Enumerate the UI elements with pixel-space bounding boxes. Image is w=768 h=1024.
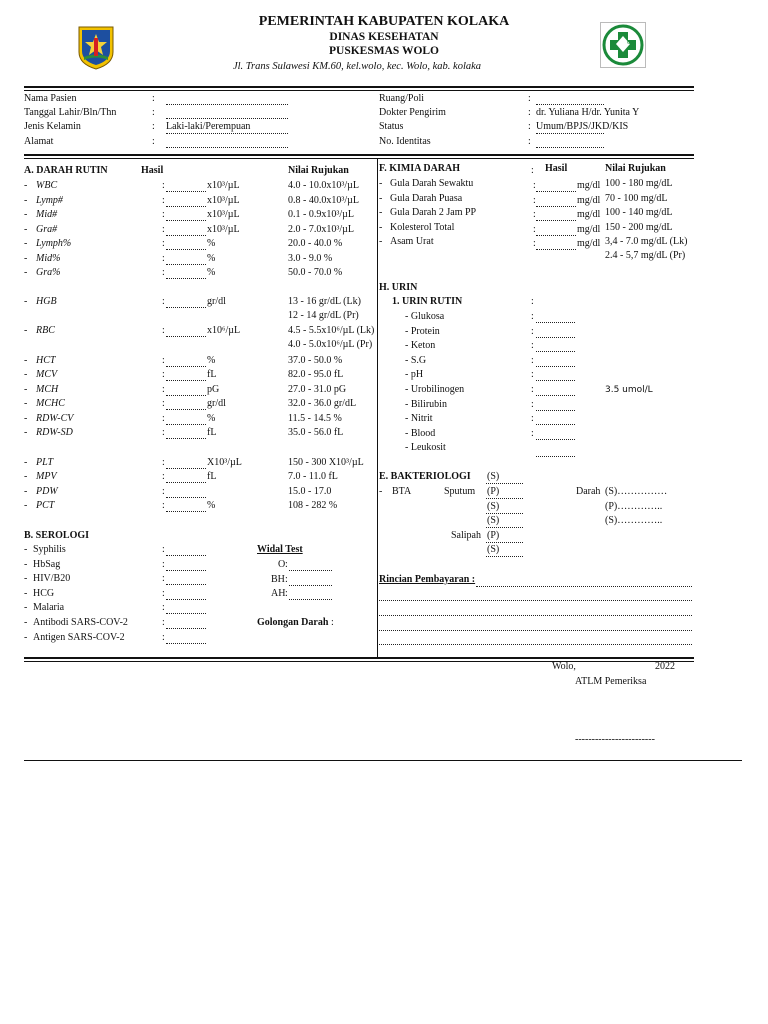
- serologi-row-result[interactable]: [166, 555, 206, 556]
- darah-row-ref2: 12 - 14 gr/dL (Pr): [288, 310, 359, 321]
- serologi-row-colon: :: [162, 602, 165, 614]
- darah-row-unit: %: [207, 355, 216, 366]
- dokter-colon: :: [528, 107, 531, 118]
- urin-row-colon: :: [531, 413, 534, 425]
- darah-row-ref: 11.5 - 14.5 %: [288, 413, 342, 424]
- kimia-row-unit: mg/dl: [577, 194, 601, 206]
- widal-title: Widal Test: [257, 544, 303, 555]
- asam-urat-ref2: 2.4 - 5,7 mg/dL (Pr): [605, 250, 686, 261]
- header-rule-thin: [24, 90, 694, 91]
- darah-row-name: PLT: [36, 457, 54, 468]
- darah-row-unit: %: [207, 238, 216, 249]
- golongan-label: Golongan Darah: [257, 617, 329, 628]
- kimia-row-result[interactable]: [536, 220, 576, 221]
- darah-row-colon: :: [162, 398, 165, 409]
- darah-title: A. DARAH RUTIN: [24, 165, 108, 176]
- bakteri-p2: (P): [487, 530, 500, 541]
- golongan-colon: :: [331, 617, 334, 628]
- widal-ah-label: AH: [271, 588, 286, 599]
- serologi-row-name: HCG: [33, 587, 55, 599]
- bakteri-title: E. BAKTERIOLOGI: [379, 471, 471, 482]
- darah-hasil-header: Hasil: [141, 165, 164, 176]
- urin-row-colon: :: [531, 398, 534, 410]
- bottom-rule-thin: [24, 661, 694, 662]
- darah-row-result[interactable]: [166, 206, 206, 207]
- darah-row-result[interactable]: [166, 438, 206, 439]
- dokter-value: dr. Yuliana H/dr. Yunita Y: [536, 107, 640, 118]
- jk-value: Laki-laki/Perempuan: [166, 121, 251, 132]
- urobilinogen-ref: 3.5 umol/L: [605, 385, 653, 395]
- darah-row-colon: :: [162, 413, 165, 424]
- darah-row-result[interactable]: [166, 336, 206, 337]
- darah-row-result[interactable]: [166, 191, 206, 192]
- urin-row-result[interactable]: [536, 456, 575, 457]
- darah-row-colon: :: [162, 267, 165, 278]
- darah-row-ref: 7.0 - 11.0 fL: [288, 471, 338, 482]
- kimia-title-colon: :: [531, 165, 534, 176]
- darah-row-name: Mid%: [36, 253, 61, 264]
- widal-ah-colon: :: [285, 588, 288, 599]
- status-value: Umum/BPJS/JKD/KIS: [536, 121, 629, 132]
- kimia-row-colon: :: [533, 209, 536, 220]
- info-rule-thin: [24, 158, 694, 159]
- urin-row-colon: :: [531, 354, 534, 366]
- darah-row-ref: 15.0 - 17.0: [288, 486, 332, 497]
- darah-row-result[interactable]: [166, 307, 206, 308]
- darah-row-ref: 37.0 - 50.0 %: [288, 355, 343, 366]
- status-label: Status: [379, 121, 404, 132]
- darah-row-unit: x10³/µL: [207, 209, 240, 220]
- darah-row-ref: 13 - 16 gr/dL (Lk): [288, 296, 361, 307]
- darah-row-colon: :: [162, 471, 165, 482]
- urin-row-result[interactable]: [536, 410, 575, 411]
- urin-row-result[interactable]: [536, 337, 575, 338]
- urin-row-name: - Glukosa: [405, 311, 445, 322]
- darah-row-colon: :: [162, 457, 165, 468]
- nama-colon: :: [152, 93, 155, 104]
- darah-row-dash: -: [24, 427, 28, 438]
- darah-row-unit: gr/dl: [207, 398, 226, 409]
- darah-row-name: Lymp#: [36, 195, 63, 206]
- darah-row-colon: :: [162, 238, 165, 249]
- column-divider: [377, 159, 378, 658]
- payment-line-5[interactable]: [379, 644, 692, 645]
- darah-row-unit: fL: [207, 369, 217, 380]
- widal-bh-label: BH: [271, 574, 285, 585]
- alamat-field[interactable]: [166, 147, 288, 148]
- serologi-row-colon: :: [162, 587, 165, 599]
- serologi-row-colon: :: [162, 631, 165, 643]
- kimia-row-name: Gula Darah Puasa: [390, 192, 463, 204]
- serologi-row-dash: -: [24, 631, 28, 643]
- darah-row-ref: 0.8 - 40.0x10³/µL: [288, 195, 359, 206]
- bakteri-s3-line[interactable]: [486, 527, 523, 528]
- header-rule-thick: [24, 86, 694, 88]
- urin-row-result[interactable]: [536, 366, 575, 367]
- kimia-row-result[interactable]: [536, 206, 576, 207]
- darah-row-dash: -: [24, 413, 28, 424]
- darah-row-name: MCV: [36, 369, 58, 380]
- kimia-row-name: Gula Darah 2 Jam PP: [390, 207, 477, 218]
- urin-row-colon: :: [531, 325, 534, 337]
- darah-row-name: HCT: [36, 355, 56, 366]
- bakteri-s4-line[interactable]: [486, 556, 523, 557]
- status-underline: [536, 133, 604, 134]
- widal-bh-field[interactable]: [289, 585, 332, 586]
- darah-row-name: MCH: [36, 384, 59, 395]
- identitas-field[interactable]: [536, 147, 604, 148]
- ruang-field[interactable]: [536, 104, 604, 105]
- serologi-row-dash: -: [24, 558, 28, 570]
- darah-row-result[interactable]: [166, 220, 206, 221]
- bta-label: BTA: [392, 486, 412, 497]
- darah-row-result[interactable]: [166, 395, 206, 396]
- kimia-title: F. KIMIA DARAH: [379, 163, 461, 174]
- urin-row-colon: :: [531, 311, 534, 322]
- serologi-title: B. SEROLOGI: [24, 530, 90, 541]
- urin-row-colon: :: [531, 369, 534, 381]
- darah-row-name: MCHC: [36, 398, 65, 409]
- darah-row-ref: 27.0 - 31.0 pG: [288, 384, 347, 395]
- darah-row-ref: 20.0 - 40.0 %: [288, 238, 343, 249]
- payment-title: Rincian Pembayaran :: [379, 574, 476, 585]
- info-rule-thick: [24, 154, 694, 156]
- kimia-row-unit: mg/dl: [577, 223, 601, 235]
- payment-line-1[interactable]: [476, 586, 692, 587]
- urin-row-name: - Urobilinogen: [405, 384, 465, 395]
- header-line3: PUSKESMAS WOLO: [328, 45, 440, 57]
- kimia-row-result[interactable]: [536, 249, 576, 250]
- darah-row-name: Mid#: [36, 209, 58, 220]
- urin-row-name: - Leukosit: [405, 442, 446, 454]
- darah-row-unit: fL: [207, 427, 217, 438]
- kimia-row-dash: -: [379, 207, 383, 218]
- serologi-row-name: Malaria: [33, 602, 65, 614]
- urin-row-colon: :: [531, 384, 534, 395]
- darah-row-ref: 82.0 - 95.0 fL: [288, 369, 344, 380]
- ttl-field[interactable]: [166, 118, 288, 119]
- darah-row-dash: -: [24, 224, 28, 235]
- jk-colon: :: [152, 121, 155, 132]
- serologi-row-dash: -: [24, 573, 28, 585]
- urin-sub: 1. URIN RUTIN: [392, 296, 463, 307]
- serologi-row-name: HIV/B20: [33, 573, 71, 585]
- serologi-row-dash: -: [24, 602, 28, 614]
- darah-row-colon: :: [162, 195, 165, 206]
- identitas-label: No. Identitas: [379, 136, 431, 147]
- serologi-row-result[interactable]: [166, 643, 206, 644]
- darah-row-colon: :: [162, 209, 165, 220]
- kimia-row-dash: -: [379, 192, 383, 204]
- kimia-row-result[interactable]: [536, 191, 576, 192]
- darah-row-name: Gra%: [36, 267, 61, 278]
- ttl-colon: :: [152, 107, 155, 118]
- darah-row-colon: :: [162, 180, 165, 191]
- darah-row-result[interactable]: [166, 482, 206, 483]
- serologi-row-colon: :: [162, 544, 165, 555]
- darah-row-ref: 150 - 300 X10³/µL: [288, 457, 364, 468]
- kimia-hasil-header: Hasil: [545, 163, 568, 174]
- darah-row-colon: :: [162, 296, 165, 307]
- nama-label: Nama Pasien: [24, 93, 77, 104]
- widal-bh-colon: :: [285, 574, 288, 585]
- header-address: Jl. Trans Sulawesi KM.60, kel.wolo, kec. Wolo, kab. kolaka: [232, 61, 482, 72]
- dokter-label: Dokter Pengirim: [379, 107, 446, 118]
- kimia-nilai-header: Nilai Rujukan: [605, 163, 666, 174]
- kimia-row-ref: 100 - 140 mg/dL: [605, 207, 673, 218]
- darah-row-dash: -: [24, 471, 28, 482]
- urin-row-name: - Nitrit: [405, 413, 433, 425]
- ruang-label: Ruang/Poli: [379, 93, 425, 104]
- darah-row-dash: -: [24, 486, 28, 497]
- darah-row-name: PCT: [36, 500, 55, 511]
- darah-row-ref: 3.0 - 9.0 %: [288, 253, 333, 264]
- bakteri-s2: (S): [487, 501, 500, 512]
- darah-row-ref: 35.0 - 56.0 fL: [288, 427, 344, 438]
- darah-row-dash: -: [24, 325, 28, 336]
- jk-underline: [166, 133, 288, 134]
- kimia-row-unit: mg/dl: [577, 238, 601, 249]
- darah-row-unit: X10³/µL: [207, 457, 242, 468]
- serologi-row-result[interactable]: [166, 599, 206, 600]
- bakteri-s1-line[interactable]: [486, 483, 523, 484]
- ruang-colon: :: [528, 93, 531, 104]
- darah-row-dash: -: [24, 369, 28, 380]
- darah-row-colon: :: [162, 325, 165, 336]
- darah-row-result[interactable]: [166, 468, 206, 469]
- serologi-row-result[interactable]: [166, 613, 206, 614]
- darah-row-result[interactable]: [166, 366, 206, 367]
- widal-o-colon: :: [285, 559, 288, 570]
- darah-row-colon: :: [162, 369, 165, 380]
- darah-row-ref: 4.0 - 10.0x10³/µL: [288, 180, 359, 191]
- darah-row-dash: -: [24, 238, 28, 249]
- payment-line-4[interactable]: [379, 630, 692, 631]
- widal-o-label: O: [278, 559, 286, 570]
- alamat-colon: :: [152, 136, 155, 147]
- darah-row-ref: 2.0 - 7.0x10³/µL: [288, 224, 354, 235]
- darah-row-result[interactable]: [166, 380, 206, 381]
- status-colon: :: [528, 121, 531, 132]
- bakteri-p2-line[interactable]: [486, 542, 523, 543]
- nama-field[interactable]: [166, 104, 288, 105]
- darah-row-name: Lymph%: [36, 238, 72, 249]
- header-line2: DINAS KESEHATAN: [329, 31, 439, 43]
- urin-sub-colon: :: [531, 296, 534, 307]
- serologi-row-result[interactable]: [166, 584, 206, 585]
- darah-row-unit: x10³/µL: [207, 224, 240, 235]
- darah-bakteri-p[interactable]: (P)…………..: [605, 501, 663, 512]
- darah-row-dash: -: [24, 384, 28, 395]
- darah-row-unit: pG: [207, 384, 220, 395]
- darah-row-dash: -: [24, 500, 28, 511]
- bakteri-s3: (S): [487, 515, 500, 526]
- darah-row-dash: -: [24, 398, 28, 409]
- darah-row-ref: 50.0 - 70.0 %: [288, 267, 343, 278]
- serologi-row-colon: :: [162, 617, 165, 628]
- darah-row-unit: x10³/µL: [207, 180, 240, 191]
- identitas-colon: :: [528, 136, 531, 147]
- bakteri-p1-line[interactable]: [486, 498, 523, 499]
- urin-title: H. URIN: [379, 282, 418, 293]
- urin-row-name: - S.G: [405, 354, 427, 366]
- darah-row-unit: %: [207, 413, 216, 424]
- darah-row-unit: %: [207, 500, 216, 511]
- serologi-row-dash: -: [24, 617, 28, 628]
- urin-row-name: - Blood: [405, 427, 436, 439]
- alamat-label: Alamat: [24, 136, 54, 147]
- kimia-row-name: Kolesterol Total: [390, 221, 455, 233]
- darah-row-unit: gr/dl: [207, 296, 226, 307]
- kimia-row-dash: -: [379, 221, 383, 233]
- footer-atlm: ATLM Pemeriksa: [575, 676, 647, 687]
- sputum-label: Sputum: [444, 486, 476, 497]
- footer-place: Wolo,: [552, 661, 576, 672]
- darah-row-result[interactable]: [166, 235, 206, 236]
- serologi-row-name: Antibodi SARS-COV-2: [33, 617, 128, 628]
- darah-row-ref: 0.1 - 0.9x10³/µL: [288, 209, 354, 220]
- darah-row-name: MPV: [36, 471, 57, 482]
- darah-row-name: HGB: [36, 296, 57, 307]
- darah-row-dash: -: [24, 180, 28, 191]
- darah-row-dash: -: [24, 209, 28, 220]
- darah-row-result[interactable]: [166, 497, 206, 498]
- footer-sign-line[interactable]: ------------------------: [575, 734, 655, 745]
- salipah-label: Salipah: [451, 530, 481, 541]
- darah-row-ref2: 4.0 - 5.0x10⁶/µL (Pr): [288, 339, 373, 350]
- header-line1: PEMERINTAH KABUPATEN KOLAKA: [258, 14, 510, 29]
- darah-row-dash: -: [24, 253, 28, 264]
- darah-row-dash: -: [24, 457, 28, 468]
- darah-row-result[interactable]: [166, 424, 206, 425]
- darah-row-ref: 4.5 - 5.5x10⁶/µL (Lk): [288, 325, 375, 336]
- darah-nilai-header: Nilai Rujukan: [288, 165, 349, 176]
- darah-row-name: PDW: [36, 486, 58, 497]
- darah-row-name: RBC: [36, 325, 55, 336]
- bakteri-p1: (P): [487, 486, 500, 497]
- serologi-row-name: HbSag: [33, 558, 61, 570]
- serologi-row-result[interactable]: [166, 570, 206, 571]
- darah-row-result[interactable]: [166, 511, 206, 512]
- page-end-rule: [24, 760, 742, 761]
- urin-row-result[interactable]: [536, 351, 575, 352]
- bakteri-s4: (S): [487, 544, 500, 555]
- urin-row-result[interactable]: [536, 439, 575, 440]
- footer-year: 2022: [655, 661, 675, 672]
- darah-row-ref: 108 - 282 %: [288, 500, 338, 511]
- darah-row-unit: x10⁶/µL: [207, 325, 241, 336]
- kimia-row-colon: :: [533, 223, 536, 235]
- kimia-row-ref: 150 - 200 mg/dL: [605, 221, 673, 233]
- darah-bakteri-s[interactable]: (S)……………: [605, 486, 668, 497]
- urin-row-colon: :: [531, 427, 534, 439]
- urin-row-name: - Keton: [405, 340, 436, 352]
- darah-row-colon: :: [162, 224, 165, 235]
- darah-row-dash: -: [24, 355, 28, 366]
- kimia-row-unit: mg/dl: [577, 180, 601, 191]
- widal-ah-field[interactable]: [289, 599, 332, 600]
- darah-row-unit: %: [207, 253, 216, 264]
- darah-row-result[interactable]: [166, 409, 206, 410]
- bakteri-s2-line[interactable]: [486, 513, 523, 514]
- kimia-row-name: Gula Darah Sewaktu: [390, 178, 474, 189]
- urin-row-result[interactable]: [536, 322, 575, 323]
- payment-line-2[interactable]: [379, 600, 692, 601]
- darah-row-unit: %: [207, 267, 216, 278]
- serologi-row-colon: :: [162, 558, 165, 570]
- payment-line-3[interactable]: [379, 615, 692, 616]
- darah-row-colon: :: [162, 384, 165, 395]
- darah-row-colon: :: [162, 427, 165, 438]
- darah-row-unit: x10³/µL: [207, 195, 240, 206]
- darah-row-result[interactable]: [166, 249, 206, 250]
- kimia-row-result[interactable]: [536, 235, 576, 236]
- serologi-row-result[interactable]: [166, 628, 206, 629]
- kimia-row-name: Asam Urat: [390, 236, 434, 247]
- urin-row-result[interactable]: [536, 380, 575, 381]
- darah-row-name: WBC: [36, 180, 58, 191]
- serologi-row-colon: :: [162, 573, 165, 585]
- kimia-row-colon: :: [533, 194, 536, 206]
- bottom-rule-thick: [24, 657, 694, 659]
- kimia-row-colon: :: [533, 238, 536, 249]
- serologi-row-dash: -: [24, 544, 28, 555]
- darah-row-dash: -: [24, 195, 28, 206]
- kimia-row-dash: -: [379, 236, 383, 247]
- darah-row-name: RDW-SD: [36, 427, 73, 438]
- widal-o-field[interactable]: [289, 570, 332, 571]
- urin-row-name: - Bilirubin: [405, 398, 447, 410]
- urin-row-result[interactable]: [536, 424, 575, 425]
- darah-bakteri-label: Darah: [576, 486, 601, 497]
- darah-row-ref: 32.0 - 36.0 gr/dL: [288, 398, 357, 409]
- darah-row-colon: :: [162, 500, 165, 511]
- darah-row-colon: :: [162, 486, 165, 497]
- bakteri-s1: (S): [487, 471, 500, 482]
- kimia-row-ref: 100 - 180 mg/dL: [605, 178, 673, 189]
- urin-row-name: - pH: [405, 369, 424, 381]
- urin-row-colon: :: [531, 340, 534, 352]
- serologi-row-name: Antigen SARS-COV-2: [33, 631, 125, 643]
- darah-bakteri-s2[interactable]: (S)…………..: [605, 515, 663, 526]
- darah-row-unit: fL: [207, 471, 217, 482]
- ttl-label: Tanggal Lahir/Bln/Thn: [24, 107, 117, 118]
- kimia-row-ref: 3,4 - 7.0 mg/dL (Lk): [605, 236, 688, 247]
- kimia-row-ref: 70 - 100 mg/dL: [605, 192, 668, 204]
- darah-row-dash: -: [24, 296, 28, 307]
- urin-row-name: - Protein: [405, 325, 440, 337]
- darah-row-name: Gra#: [36, 224, 58, 235]
- darah-row-dash: -: [24, 267, 28, 278]
- kimia-row-unit: mg/dl: [577, 209, 601, 220]
- bta-dash: -: [379, 486, 383, 497]
- jk-label: Jenis Kelamin: [24, 121, 81, 132]
- kimia-row-dash: -: [379, 178, 383, 189]
- darah-row-colon: :: [162, 253, 165, 264]
- serologi-row-name: Syphilis: [33, 544, 66, 555]
- logo-right-text: ON: [627, 40, 635, 46]
- darah-row-colon: :: [162, 355, 165, 366]
- kimia-row-colon: :: [533, 180, 536, 191]
- urin-row-result[interactable]: [536, 395, 575, 396]
- serologi-row-dash: -: [24, 587, 28, 599]
- darah-row-result[interactable]: [166, 278, 206, 279]
- darah-row-result[interactable]: [166, 264, 206, 265]
- darah-row-name: RDW-CV: [36, 413, 74, 424]
